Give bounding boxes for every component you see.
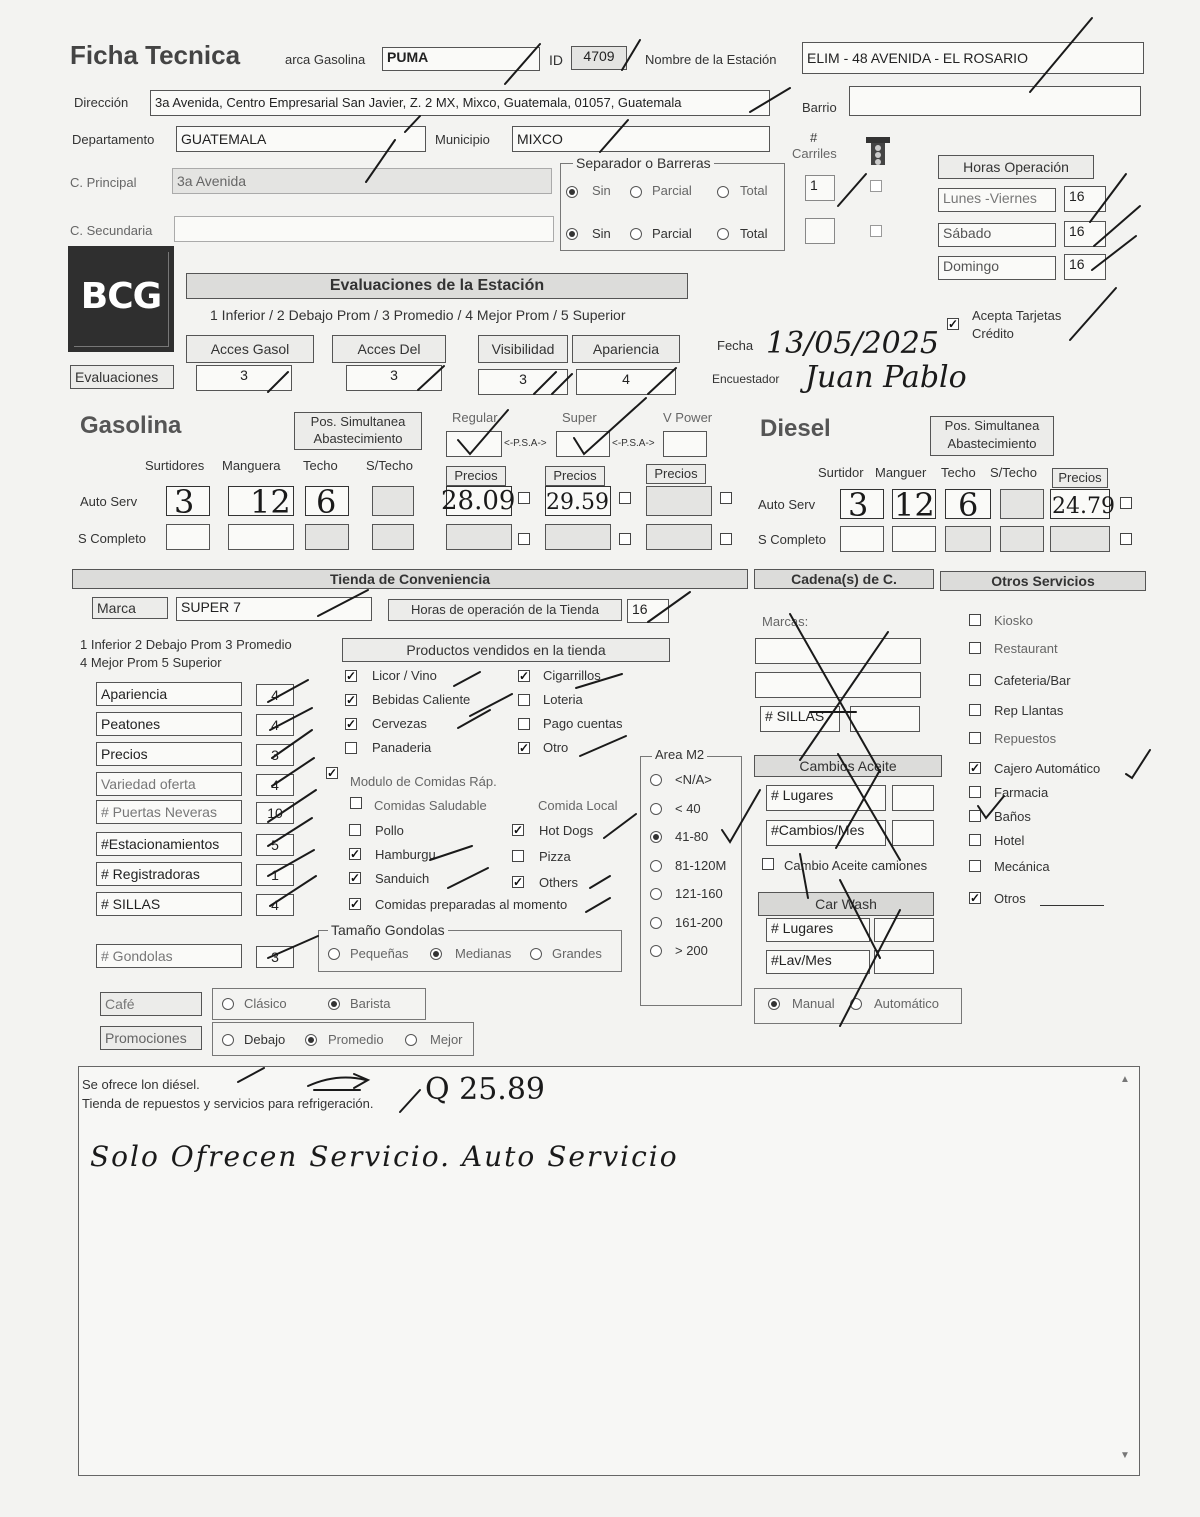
food-label: Hamburgu xyxy=(375,847,436,862)
area-option-label: 41-80 xyxy=(675,829,709,844)
product-checkbox[interactable] xyxy=(518,718,530,730)
diesel-precio-completo[interactable] xyxy=(1050,526,1110,552)
cambios-lugares-label: # Lugares xyxy=(766,785,886,811)
sep2-sin-radio[interactable] xyxy=(566,228,578,240)
rating-label: Apariencia xyxy=(96,682,242,706)
departamento-field[interactable]: GUATEMALA xyxy=(176,126,426,152)
page-title: Ficha Tecnica xyxy=(70,40,241,70)
tarjetas-checkbox[interactable]: ✓ xyxy=(948,317,959,331)
otros-label: Rep Llantas xyxy=(994,703,1064,718)
area-option-label: 161-200 xyxy=(675,914,723,930)
precio-regular-value: 28.09 xyxy=(441,486,516,516)
camiones-label: Cambio Aceite camiones xyxy=(784,858,928,873)
eval-visibilidad-field[interactable]: 3 xyxy=(478,369,568,395)
eval-apariencia-field[interactable]: 4 xyxy=(576,369,676,395)
notes-textarea[interactable] xyxy=(78,1066,1140,1476)
cadena-title: Cadena(s) de C. xyxy=(754,569,934,589)
rating-label: Peatones xyxy=(96,712,242,736)
col-stecho: S/Techo xyxy=(366,458,413,473)
rating-label: Variedad oferta xyxy=(96,772,242,796)
surtidores-completo-field[interactable] xyxy=(166,524,210,550)
auto-serv-label: Auto Serv xyxy=(80,494,138,509)
food-label: Pizza xyxy=(539,849,571,864)
grandes-radio[interactable] xyxy=(530,948,542,960)
area-radio[interactable] xyxy=(650,945,662,957)
carriles-field-2[interactable] xyxy=(805,218,835,244)
product-label: Otro xyxy=(543,740,569,755)
product-label: Loteria xyxy=(543,692,583,707)
otros-label: Baños xyxy=(994,809,1031,824)
super-label: Super xyxy=(562,410,597,425)
manual-radio[interactable] xyxy=(768,998,780,1010)
sep1-total-label: Total xyxy=(740,183,768,198)
tienda-horas-label: Horas de operación de la Tienda xyxy=(388,599,622,621)
diesel-techo-value: 6 xyxy=(958,486,979,524)
rating-label: Precios xyxy=(96,742,242,766)
otros-checkbox[interactable] xyxy=(969,642,981,654)
area-option-label: 121-160 xyxy=(675,886,723,901)
carriles-label: Carriles xyxy=(792,146,837,161)
precios-regular-header: Precios xyxy=(446,466,506,486)
tienda-marca-label: Marca xyxy=(92,597,168,619)
diesel-precio-completo-check[interactable] xyxy=(1120,533,1132,545)
rating-field[interactable]: 4 xyxy=(256,684,294,706)
food-checkbox[interactable]: ✓ xyxy=(350,897,361,911)
col-manguera: Manguera xyxy=(222,458,281,473)
gasolina-pos-sim xyxy=(294,412,422,450)
cw-lav-label: #Lav/Mes xyxy=(766,950,870,974)
direccion-field[interactable]: 3a Avenida, Centro Empresarial San Javier, Z. 2 MX, Mixco, Guatemala, 01057, Guatemala xyxy=(150,90,770,116)
pequenas-radio[interactable] xyxy=(328,948,340,960)
bcg-logo xyxy=(68,246,174,352)
nombre-field[interactable]: ELIM - 48 AVENIDA - EL ROSARIO xyxy=(802,42,1144,74)
vpower-label: V Power xyxy=(663,410,713,425)
surtidores-auto-value: 3 xyxy=(174,483,195,521)
precio-super-completo-check[interactable] xyxy=(619,533,631,545)
area-radio[interactable] xyxy=(650,831,662,843)
food-checkbox[interactable]: ✓ xyxy=(350,871,361,885)
tienda-horas-field[interactable]: 16 xyxy=(627,599,669,623)
diesel-mangueras-completo[interactable] xyxy=(892,526,936,552)
mejor-radio[interactable] xyxy=(405,1034,417,1046)
notes-line-2: Tienda de repuestos y servicios para refrigeración. xyxy=(82,1096,374,1111)
eval-acces-del-field[interactable]: 3 xyxy=(346,365,442,391)
diesel-mangueras-value: 12 xyxy=(894,486,935,524)
saludable-checkbox[interactable] xyxy=(350,797,362,809)
modulo-label: Modulo de Comidas Ráp. xyxy=(350,774,497,789)
diesel-title: Diesel xyxy=(760,415,831,442)
marca-field[interactable]: PUMA xyxy=(382,47,540,71)
lunes-field[interactable]: 16 xyxy=(1064,186,1106,212)
food-checkbox[interactable]: ✓ xyxy=(513,823,524,837)
diesel-pos-sim xyxy=(930,416,1054,456)
diesel-auto-serv-label: Auto Serv xyxy=(758,497,816,512)
rating-field[interactable]: 5 xyxy=(256,834,294,856)
diesel-precio-value: 24.79 xyxy=(1052,494,1115,519)
barista-radio[interactable] xyxy=(328,998,340,1010)
diesel-precio-check[interactable] xyxy=(1120,497,1132,509)
food-label: Sanduich xyxy=(375,871,430,886)
product-checkbox[interactable]: ✓ xyxy=(519,741,530,755)
fecha-value[interactable]: 13/05/2025 xyxy=(766,326,939,361)
diesel-stecho-completo[interactable] xyxy=(1000,526,1044,552)
sabado-label: Sábado xyxy=(938,223,1056,247)
otros-label: Cajero Automático xyxy=(994,761,1101,776)
otros-blank-line xyxy=(1040,905,1104,906)
horas-title: Horas Operación xyxy=(938,155,1094,179)
food-checkbox[interactable] xyxy=(512,850,524,862)
tienda-scale-2: 4 Mejor Prom 5 Superior xyxy=(80,655,222,670)
mejor-label: Mejor xyxy=(430,1032,463,1047)
debajo-radio[interactable] xyxy=(222,1034,234,1046)
tienda-title: Tienda de Conveniencia xyxy=(72,569,748,589)
medianas-label: Medianas xyxy=(455,946,512,961)
otros-checkbox[interactable] xyxy=(969,674,981,686)
otros-label: Cafeteria/Bar xyxy=(994,673,1071,688)
clasico-label: Clásico xyxy=(244,996,287,1011)
encuestador-label: Encuestador xyxy=(712,372,780,386)
rating-field[interactable]: 10 xyxy=(256,802,294,824)
food-label: Others xyxy=(539,875,579,890)
separador-title: Separador o Barreras xyxy=(573,155,714,171)
camiones-checkbox[interactable] xyxy=(762,858,774,870)
gasolina-title: Gasolina xyxy=(80,412,182,439)
regular-label: Regular xyxy=(452,410,498,425)
encuestador-value[interactable]: Juan Pablo xyxy=(805,360,967,395)
otros-label: Farmacia xyxy=(994,785,1049,800)
eval-col-acces-del: Acces Del xyxy=(332,335,446,363)
eval-col-visibilidad: Visibilidad xyxy=(478,335,568,363)
precios-vpower-header: Precios xyxy=(646,464,706,484)
product-label: Panaderia xyxy=(372,740,432,755)
otros-checkbox[interactable] xyxy=(969,834,981,846)
sep2-parcial-radio[interactable] xyxy=(630,228,642,240)
departamento-label: Departamento xyxy=(72,132,155,147)
area-group xyxy=(640,756,742,1006)
scroll-down-icon[interactable]: ▼ xyxy=(1120,1450,1130,1461)
eval-col-apariencia: Apariencia xyxy=(572,335,680,363)
otros-label: Otros xyxy=(994,891,1026,906)
sep1-parcial-label: Parcial xyxy=(652,183,692,198)
evaluaciones-title: Evaluaciones de la Estación xyxy=(186,273,688,299)
col-techo: Techo xyxy=(303,458,338,473)
precio-super-value: 29.59 xyxy=(546,490,609,515)
traffic-light-icon xyxy=(864,135,892,169)
food-label: Pollo xyxy=(375,823,404,838)
rating-field[interactable]: 4 xyxy=(256,774,294,796)
promociones-label: Promociones xyxy=(100,1026,202,1050)
secundaria-field[interactable] xyxy=(174,216,554,242)
area-radio[interactable] xyxy=(650,803,662,815)
product-checkbox[interactable] xyxy=(345,742,357,754)
manual-label: Manual xyxy=(792,996,835,1011)
super-pos-field[interactable] xyxy=(556,431,610,457)
col-surtidores: Surtidores xyxy=(145,458,205,473)
sep1-sin-radio[interactable] xyxy=(566,186,578,198)
product-checkbox[interactable]: ✓ xyxy=(346,693,357,707)
municipio-label: Municipio xyxy=(435,132,490,147)
vpower-pos-field[interactable] xyxy=(663,431,707,457)
product-label: Pago cuentas xyxy=(543,716,623,731)
id-field[interactable]: 4709 xyxy=(571,46,627,70)
gondolas-title: Tamaño Gondolas xyxy=(328,922,448,938)
cadena-sillas-field[interactable] xyxy=(850,706,920,732)
logo-text: BCG xyxy=(80,276,162,317)
grandes-label: Grandes xyxy=(552,946,602,961)
area-radio[interactable] xyxy=(650,774,662,786)
sep1-sin-label: Sin xyxy=(592,183,611,198)
medianas-radio[interactable] xyxy=(430,948,442,960)
barista-label: Barista xyxy=(350,996,391,1011)
fecha-label: Fecha xyxy=(717,338,754,353)
mangueras-completo-field[interactable] xyxy=(228,524,294,550)
precios-super-header: Precios xyxy=(545,466,605,486)
cadena-marcas-label: Marcas: xyxy=(762,614,809,629)
sep1-total-radio[interactable] xyxy=(717,186,729,198)
notes-hand-note: Solo Ofrecen Servicio. Auto Servicio xyxy=(90,1140,679,1173)
precio-regular-completo-check[interactable] xyxy=(518,533,530,545)
techo-completo-field[interactable] xyxy=(305,524,349,550)
cadena-marca-field-2[interactable] xyxy=(755,672,921,698)
rating-field[interactable]: 4 xyxy=(256,714,294,736)
automatico-label: Automático xyxy=(874,996,940,1011)
diesel-col-manguer: Manguer xyxy=(875,465,927,480)
area-radio[interactable] xyxy=(650,917,662,929)
modulo-checkbox[interactable]: ✓ xyxy=(327,766,338,780)
notes-line-1: Se ofrece lon diésel. xyxy=(82,1077,200,1092)
sep2-total-radio[interactable] xyxy=(717,228,729,240)
otros-checkbox[interactable] xyxy=(969,614,981,626)
otros-label: Hotel xyxy=(994,833,1025,848)
eval-col-acces-gasol: Acces Gasol xyxy=(186,335,314,363)
food-checkbox[interactable] xyxy=(349,824,361,836)
food-label: Comidas preparadas al momento xyxy=(375,897,568,912)
product-label: Cigarrillos xyxy=(543,668,601,683)
otros-label: Mecánica xyxy=(994,859,1050,874)
rating-label: # Registradoras xyxy=(96,862,242,886)
secundaria-label: C. Secundaria xyxy=(70,223,153,238)
diesel-col-techo: Techo xyxy=(941,465,976,480)
psa-super: <-P.S.A-> xyxy=(612,438,655,449)
product-label: Bebidas Caliente xyxy=(372,692,471,707)
stecho-auto-field[interactable] xyxy=(372,486,414,516)
eval-acces-gasol-field[interactable]: 3 xyxy=(196,365,292,391)
otros-checkbox[interactable] xyxy=(969,704,981,716)
cambios-lugares-field[interactable] xyxy=(892,785,934,811)
precio-vpower-field[interactable] xyxy=(646,486,712,516)
productos-title: Productos vendidos en la tienda xyxy=(342,638,670,662)
cw-lugares-field[interactable] xyxy=(874,918,934,942)
food-label: Hot Dogs xyxy=(539,823,594,838)
precio-regular-check[interactable] xyxy=(518,492,530,504)
domingo-label: Domingo xyxy=(938,256,1056,280)
nombre-label: Nombre de la Estación xyxy=(645,52,777,67)
otros-label: Kiosko xyxy=(994,613,1034,628)
clasico-radio[interactable] xyxy=(222,998,234,1010)
carriles-check-2[interactable] xyxy=(870,225,882,237)
area-radio[interactable] xyxy=(650,860,662,872)
diesel-col-stecho: S/Techo xyxy=(990,465,1037,480)
regular-pos-field[interactable] xyxy=(446,431,502,457)
area-radio[interactable] xyxy=(650,888,662,900)
otros-checkbox[interactable] xyxy=(969,860,981,872)
cadena-sillas-label: # SILLAS xyxy=(760,706,840,732)
food-checkbox[interactable]: ✓ xyxy=(513,875,524,889)
stecho-completo-field[interactable] xyxy=(372,524,414,550)
cambios-title: Cambios Aceite xyxy=(754,755,942,777)
cambios-mes-field[interactable] xyxy=(892,820,934,846)
diesel-techo-completo[interactable] xyxy=(945,526,991,552)
saludable-label: Comidas Saludable xyxy=(374,798,487,813)
notes-hand-price: Q 25.89 xyxy=(425,1072,546,1107)
otros-checkbox[interactable]: ✓ xyxy=(970,761,981,775)
tarjetas-label-1: Acepta Tarjetas xyxy=(972,308,1062,323)
domingo-field[interactable]: 16 xyxy=(1064,254,1106,280)
diesel-surtidor-completo[interactable] xyxy=(840,526,884,552)
rating-field[interactable]: 1 xyxy=(256,864,294,886)
carriles-check-1[interactable] xyxy=(870,180,882,192)
comida-local-label: Comida Local xyxy=(538,798,618,813)
evaluaciones-scale: 1 Inferior / 2 Debajo Prom / 3 Promedio / 4 Mejor Prom / 5 Superior xyxy=(210,307,626,323)
otros-title: Otros Servicios xyxy=(940,571,1146,591)
area-title: Area M2 xyxy=(652,747,707,762)
evaluaciones-row-label: Evaluaciones xyxy=(70,365,174,389)
techo-auto-value: 6 xyxy=(316,483,337,521)
otros-checkbox[interactable]: ✓ xyxy=(970,891,981,905)
scroll-up-icon[interactable]: ▲ xyxy=(1120,1074,1130,1085)
diesel-stecho-field[interactable] xyxy=(1000,489,1044,519)
sabado-field[interactable]: 16 xyxy=(1064,221,1106,247)
area-option-label: > 200 xyxy=(675,943,708,958)
food-checkbox[interactable]: ✓ xyxy=(350,847,361,861)
area-option-label: <N/A> xyxy=(675,772,712,787)
product-checkbox[interactable]: ✓ xyxy=(519,669,530,683)
diesel-pos-sim-line1: Pos. Simultanea xyxy=(944,418,1040,433)
lunes-label: Lunes -Viernes xyxy=(938,188,1056,212)
diesel-surtidor-value: 3 xyxy=(848,486,869,524)
area-option-label: 81-120M xyxy=(675,857,727,873)
cadena-marca-field-1[interactable] xyxy=(755,638,921,664)
product-checkbox[interactable]: ✓ xyxy=(346,717,357,731)
tienda-scale-1: 1 Inferior 2 Debajo Prom 3 Promedio xyxy=(80,637,292,652)
otros-label: Restaurant xyxy=(994,641,1058,656)
gasolina-pos-sim-line1: Pos. Simultanea xyxy=(310,414,406,429)
rating-field[interactable]: 3 xyxy=(256,744,294,766)
rating-label: # SILLAS xyxy=(96,892,242,916)
promedio-label: Promedio xyxy=(328,1032,384,1047)
product-checkbox[interactable] xyxy=(518,694,530,706)
product-label: Licor / Vino xyxy=(372,668,437,683)
carwash-title: Car Wash xyxy=(758,892,934,916)
precio-regular-completo[interactable] xyxy=(446,524,512,550)
psa-regular: <-P.S.A-> xyxy=(504,438,547,449)
product-label: Cervezas xyxy=(372,716,427,731)
sep2-sin-label: Sin xyxy=(592,226,611,241)
tienda-marca-field[interactable]: SUPER 7 xyxy=(176,597,372,621)
diesel-pos-sim-line2: Abastecimiento xyxy=(947,436,1037,451)
precio-vpower-check[interactable] xyxy=(720,492,732,504)
sep2-parcial-label: Parcial xyxy=(652,226,692,241)
diesel-precios-header: Precios xyxy=(1052,468,1108,488)
municipio-field[interactable]: MIXCO xyxy=(512,126,770,152)
carriles-field-1[interactable]: 1 xyxy=(805,175,835,201)
precio-super-completo[interactable] xyxy=(545,524,611,550)
rating-label: # Puertas Neveras xyxy=(96,800,242,824)
s-completo-label: S Completo xyxy=(78,531,146,546)
carriles-hash: # xyxy=(810,130,818,145)
promedio-radio[interactable] xyxy=(305,1034,317,1046)
diesel-col-surtidor: Surtidor xyxy=(818,465,864,480)
gasolina-pos-sim-line2: Abastecimiento xyxy=(313,431,403,446)
automatico-radio[interactable] xyxy=(850,998,862,1010)
rating-label: #Estacionamientos xyxy=(96,832,242,856)
mangueras-auto-value: 12 xyxy=(250,483,291,521)
otros-checkbox[interactable] xyxy=(969,786,981,798)
cw-lugares-label: # Lugares xyxy=(766,918,870,942)
debajo-label: Debajo xyxy=(244,1032,286,1047)
area-option-label: < 40 xyxy=(675,800,701,816)
notes-scrollbar[interactable] xyxy=(1116,1068,1136,1472)
cambios-mes-label: #Cambios/Mes xyxy=(766,820,886,846)
rating-label: # Gondolas xyxy=(96,944,242,968)
id-label: ID xyxy=(549,52,563,68)
otros-label: Repuestos xyxy=(994,731,1057,746)
cw-lav-field[interactable] xyxy=(874,950,934,974)
product-checkbox[interactable]: ✓ xyxy=(346,669,357,683)
precio-vpower-completo[interactable] xyxy=(646,524,712,550)
rating-field[interactable]: 4 xyxy=(256,894,294,916)
rating-field[interactable]: 3 xyxy=(256,946,294,968)
otros-checkbox[interactable] xyxy=(969,810,981,822)
precio-vpower-completo-check[interactable] xyxy=(720,533,732,545)
marca-label: arca Gasolina xyxy=(285,52,366,67)
cafe-label: Café xyxy=(100,992,202,1016)
barrio-label: Barrio xyxy=(802,100,837,115)
tarjetas-label-2: Crédito xyxy=(972,326,1014,341)
precio-super-check[interactable] xyxy=(619,492,631,504)
otros-checkbox[interactable] xyxy=(969,732,981,744)
principal-label: C. Principal xyxy=(70,175,137,190)
principal-field[interactable]: 3a Avenida xyxy=(172,168,552,194)
sep1-parcial-radio[interactable] xyxy=(630,186,642,198)
diesel-s-completo-label: S Completo xyxy=(758,532,826,547)
pequenas-label: Pequeñas xyxy=(350,946,409,961)
barrio-field[interactable] xyxy=(849,86,1141,116)
direccion-label: Dirección xyxy=(74,95,129,110)
sep2-total-label: Total xyxy=(740,226,768,241)
